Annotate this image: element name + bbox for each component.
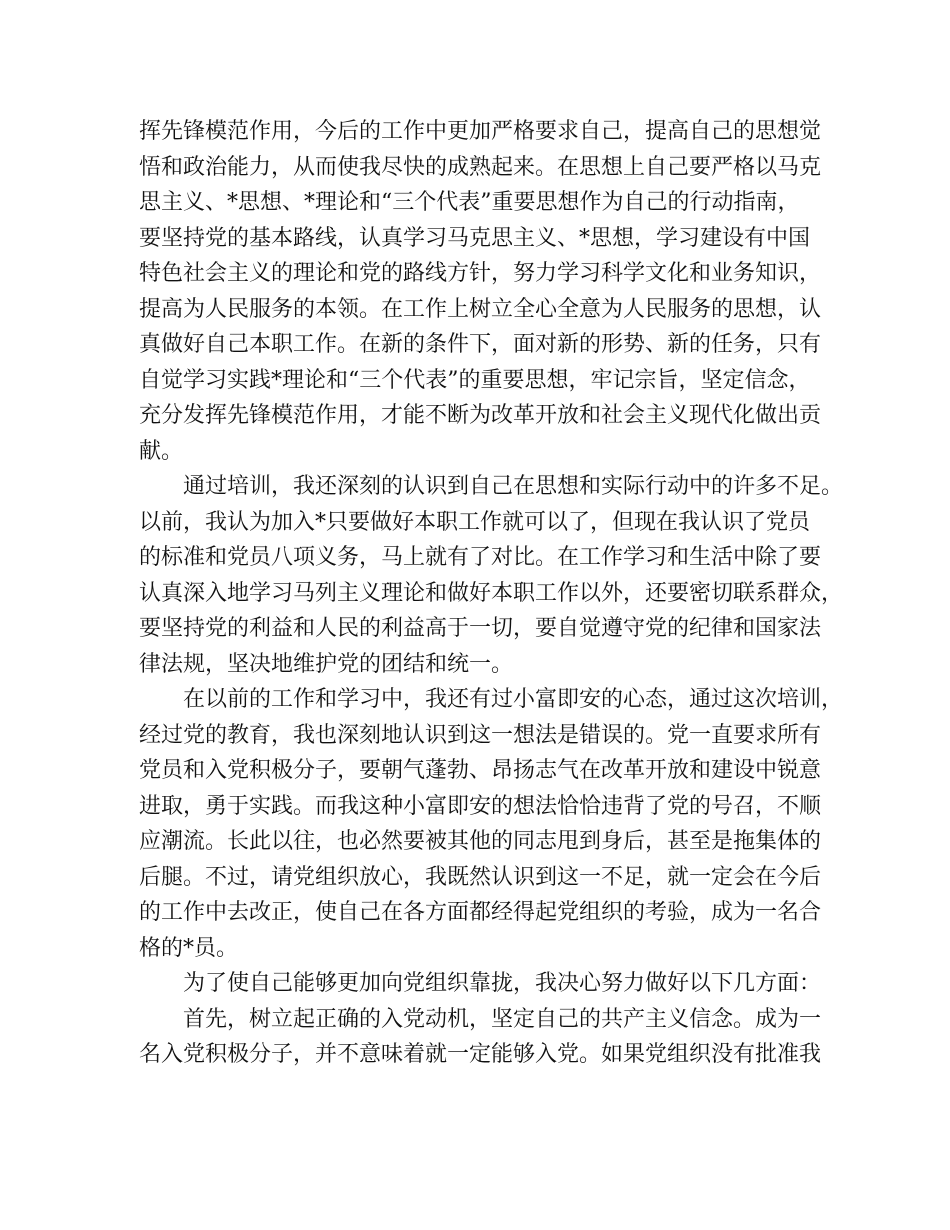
- text-line: 党员和入党积极分子，要朝气蓬勃、昂扬志气在改革开放和建设中锐意: [139, 758, 822, 783]
- text-line: 在以前的工作和学习中，我还有过小富即安的心态，通过这次培训，: [139, 687, 844, 712]
- text-line: 通过培训，我还深刻的认识到自己在思想和实际行动中的许多不足。: [139, 474, 844, 499]
- text-line: 以前，我认为加入*只要做好本职工作就可以了，但现在我认识了党员: [139, 509, 811, 535]
- text-line: 经过党的教育，我也深刻地认识到这一想法是错误的。党一直要求所有: [139, 722, 822, 748]
- text-line: 特色社会主义的理论和党的路线方针，努力学习科学文化和业务知识，: [139, 261, 822, 286]
- document-body: [139, 114, 844, 1073]
- text-line: 的标准和党员八项义务，马上就有了对比。在工作学习和生活中除了要: [139, 545, 822, 570]
- text-line: 认真深入地学习马列主义理论和做好本职工作以外，还要密切联系群众，: [139, 580, 844, 606]
- text-line: 充分发挥先锋模范作用，才能不断为改革开放和社会主义现代化做出贡: [139, 403, 822, 428]
- paragraph-5: [139, 1002, 822, 1073]
- text-line: 律法规，坚决地维护党的团结和统一。: [139, 651, 514, 677]
- text-line: 提高为人民服务的本领。在工作上树立全心全意为人民服务的思想，认: [139, 296, 822, 322]
- paragraph-1: [139, 114, 822, 469]
- paragraph-3: [139, 682, 844, 966]
- paragraph-2: [139, 469, 844, 682]
- text-line: 挥先锋模范作用，今后的工作中更加严格要求自己，提高自己的思想觉: [139, 119, 822, 144]
- paragraph-4: [139, 966, 822, 1002]
- text-line: 为了使自己能够更加向党组织靠拢，我决心努力做好以下几方面：: [139, 971, 822, 996]
- text-line: 后腿。不过，请党组织放心，我既然认识到这一不足，就一定会在今后: [139, 864, 822, 890]
- text-line: 格的*员。: [139, 935, 239, 961]
- text-line: 的工作中去改正，使自己在各方面都经得起党组织的考验，成为一名合: [139, 900, 822, 925]
- text-line: 自觉学习实践*理论和“三个代表”的重要思想，牢记宗旨，坚定信念，: [139, 367, 811, 393]
- text-line: 要坚持党的基本路线，认真学习马克思主义、*思想，学习建设有中国: [139, 225, 811, 251]
- text-line: 思主义、*思想、*理论和“三个代表”重要思想作为自己的行动指南，: [139, 190, 800, 215]
- text-line: 真做好自己本职工作。在新的条件下，面对新的形势、新的任务，只有: [139, 332, 822, 357]
- text-line: 首先，树立起正确的入党动机，坚定自己的共产主义信念。成为一: [139, 1006, 822, 1032]
- text-line: 名入党积极分子，并不意味着就一定能够入党。如果党组织没有批准我: [139, 1042, 822, 1067]
- text-line: 献。: [139, 438, 184, 464]
- text-line: 要坚持党的利益和人民的利益高于一切，要自觉遵守党的纪律和国家法: [139, 616, 822, 641]
- text-line: 应潮流。长此以往，也必然要被其他的同志甩到身后，甚至是拖集体的: [139, 829, 822, 854]
- text-line: 悟和政治能力，从而使我尽快的成熟起来。在思想上自己要严格以马克: [139, 154, 822, 180]
- text-line: 进取，勇于实践。而我这种小富即安的想法恰恰违背了党的号召，不顺: [139, 793, 822, 819]
